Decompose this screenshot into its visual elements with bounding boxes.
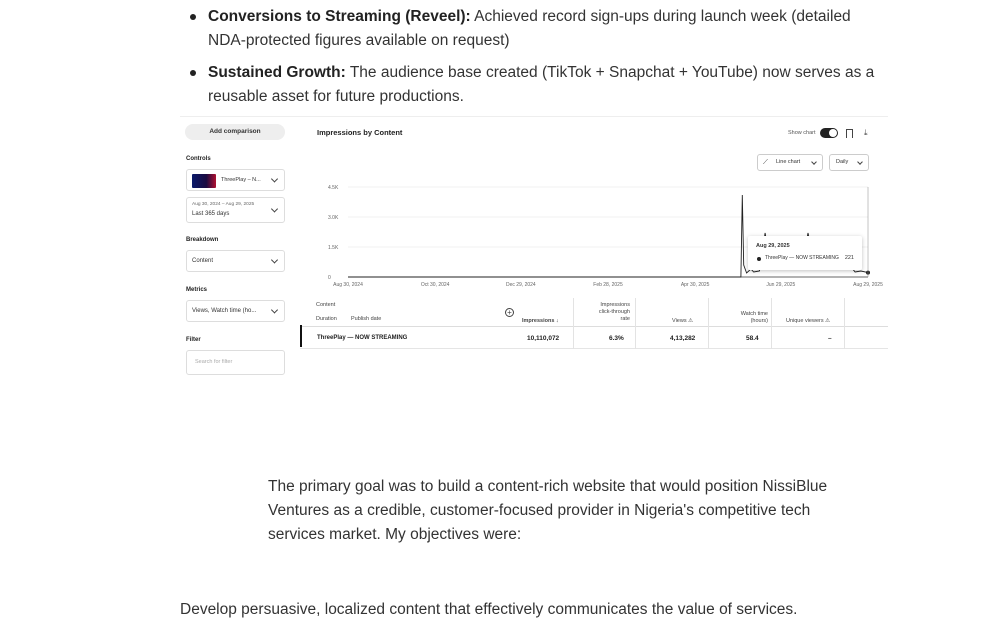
y-tick-label: 3.0K bbox=[328, 215, 339, 221]
chevron-down-icon bbox=[857, 159, 863, 165]
col-divider bbox=[635, 298, 636, 349]
date-range-value: Last 365 days bbox=[192, 211, 230, 217]
y-tick-label: 0 bbox=[328, 275, 331, 281]
filter-label: Filter bbox=[186, 337, 201, 343]
analytics-screenshot bbox=[180, 116, 888, 378]
chart-tooltip bbox=[748, 236, 862, 270]
col-ctr[interactable]: Impressions click-through rate bbox=[598, 302, 630, 322]
row-impressions: 10,110,072 bbox=[527, 335, 560, 342]
col-views[interactable]: Views ⚠ bbox=[672, 318, 694, 324]
add-column-icon[interactable]: + bbox=[505, 308, 514, 317]
x-tick-label: Aug 29, 2025 bbox=[853, 282, 883, 288]
content-goal-paragraph: Develop persuasive, localized content that effectively communicates the value of services. bbox=[180, 601, 798, 618]
col-divider bbox=[844, 298, 845, 349]
bullet-dot-icon bbox=[190, 70, 196, 76]
bullet-dot-icon bbox=[190, 14, 196, 20]
bullet-text: Achieved record sign-ups during launch week (detailed NDA-protected figures available on request) bbox=[208, 8, 851, 49]
table-header bbox=[300, 298, 888, 327]
controls-label: Controls bbox=[186, 156, 211, 162]
show-chart-label: Show chart bbox=[788, 130, 816, 136]
interval-dropdown[interactable] bbox=[829, 154, 869, 171]
content-select[interactable] bbox=[186, 169, 285, 191]
chevron-down-icon bbox=[271, 306, 278, 313]
video-thumbnail bbox=[192, 174, 216, 188]
col-content: Content bbox=[316, 302, 336, 308]
add-comparison-button[interactable]: Add comparison bbox=[185, 124, 285, 140]
y-tick-label: 4.5K bbox=[328, 185, 339, 191]
col-divider bbox=[708, 298, 709, 349]
row-unique-viewers: – bbox=[828, 335, 832, 342]
metrics-label: Metrics bbox=[186, 287, 208, 293]
show-chart-toggle[interactable] bbox=[820, 128, 838, 138]
date-range-dates: Aug 30, 2024 – Aug 29, 2025 bbox=[192, 202, 255, 207]
objectives-paragraph: The primary goal was to build a content-rich website that would position NissiBlue Ventures as a credible, customer-focused provider in Nigeria's competitive tech services market. My objectives were: bbox=[268, 478, 828, 543]
tooltip-series: ThreePlay — NOW STREAMING bbox=[765, 255, 839, 261]
col-watch-time[interactable]: Watch time (hours) bbox=[740, 311, 768, 324]
bullet-conversions bbox=[188, 5, 888, 53]
line-chart-icon: ⟋ bbox=[763, 159, 768, 166]
chart-type-dropdown[interactable] bbox=[757, 154, 823, 171]
bullet-growth bbox=[188, 61, 888, 109]
filter-placeholder: Search for filter bbox=[195, 359, 233, 365]
bullet-text: The audience base created (TikTok + Snapchat + YouTube) now serves as a reusable asset for future productions. bbox=[208, 64, 875, 105]
impressions-line-chart bbox=[316, 179, 883, 289]
content-table bbox=[300, 298, 888, 350]
col-impressions[interactable]: Impressions ↓ bbox=[522, 318, 559, 324]
row-color-marker bbox=[300, 325, 302, 347]
filter-search-input[interactable] bbox=[186, 350, 285, 375]
y-tick-label: 1.5K bbox=[328, 245, 339, 251]
row-watch-time: 58.4 bbox=[746, 335, 759, 342]
chart-type-value: Line chart bbox=[776, 159, 801, 165]
chevron-down-icon bbox=[811, 159, 817, 165]
row-ctr: 6.3% bbox=[609, 335, 624, 342]
x-tick-label: Aug 30, 2024 bbox=[333, 282, 363, 288]
bullet-list bbox=[188, 5, 888, 117]
date-range-select[interactable] bbox=[186, 197, 285, 223]
col-publish-date[interactable]: Publish date bbox=[351, 316, 382, 322]
breakdown-select[interactable] bbox=[186, 250, 285, 272]
x-tick-label: Jun 29, 2025 bbox=[766, 282, 796, 288]
x-tick-label: Feb 28, 2025 bbox=[593, 282, 623, 288]
col-duration[interactable]: Duration bbox=[316, 316, 337, 322]
chevron-down-icon bbox=[271, 205, 278, 212]
bullet-title: Sustained Growth: bbox=[208, 64, 346, 81]
col-unique-viewers[interactable]: Unique viewers ⚠ bbox=[786, 318, 831, 324]
x-tick-label: Apr 30, 2025 bbox=[680, 282, 710, 288]
chevron-down-icon bbox=[271, 256, 278, 263]
download-icon[interactable]: ⤓ bbox=[864, 128, 868, 137]
metrics-select[interactable] bbox=[186, 300, 285, 322]
metrics-value: Views, Watch time (ho... bbox=[192, 308, 257, 314]
tooltip-date: Aug 29, 2025 bbox=[756, 243, 790, 249]
col-divider bbox=[573, 298, 574, 349]
x-tick-label: Dec 29, 2024 bbox=[505, 282, 536, 288]
tooltip-value: 221 bbox=[844, 255, 854, 261]
chart-title: Impressions by Content bbox=[317, 128, 403, 137]
breakdown-label: Breakdown bbox=[186, 237, 219, 243]
tooltip-series-dot bbox=[757, 257, 761, 261]
content-select-value: ThreePlay – N... bbox=[221, 177, 261, 183]
row-views: 4,13,282 bbox=[670, 335, 696, 342]
row-title[interactable]: ThreePlay — NOW STREAMING bbox=[317, 335, 408, 341]
breakdown-value: Content bbox=[192, 258, 214, 264]
col-divider bbox=[771, 298, 772, 349]
bookmark-icon[interactable] bbox=[846, 129, 853, 138]
x-tick-label: Oct 30, 2024 bbox=[420, 282, 450, 288]
bullet-title: Conversions to Streaming (Reveel): bbox=[208, 8, 471, 25]
table-row[interactable] bbox=[300, 327, 888, 349]
chevron-down-icon bbox=[271, 175, 278, 182]
interval-value: Daily bbox=[836, 159, 849, 165]
